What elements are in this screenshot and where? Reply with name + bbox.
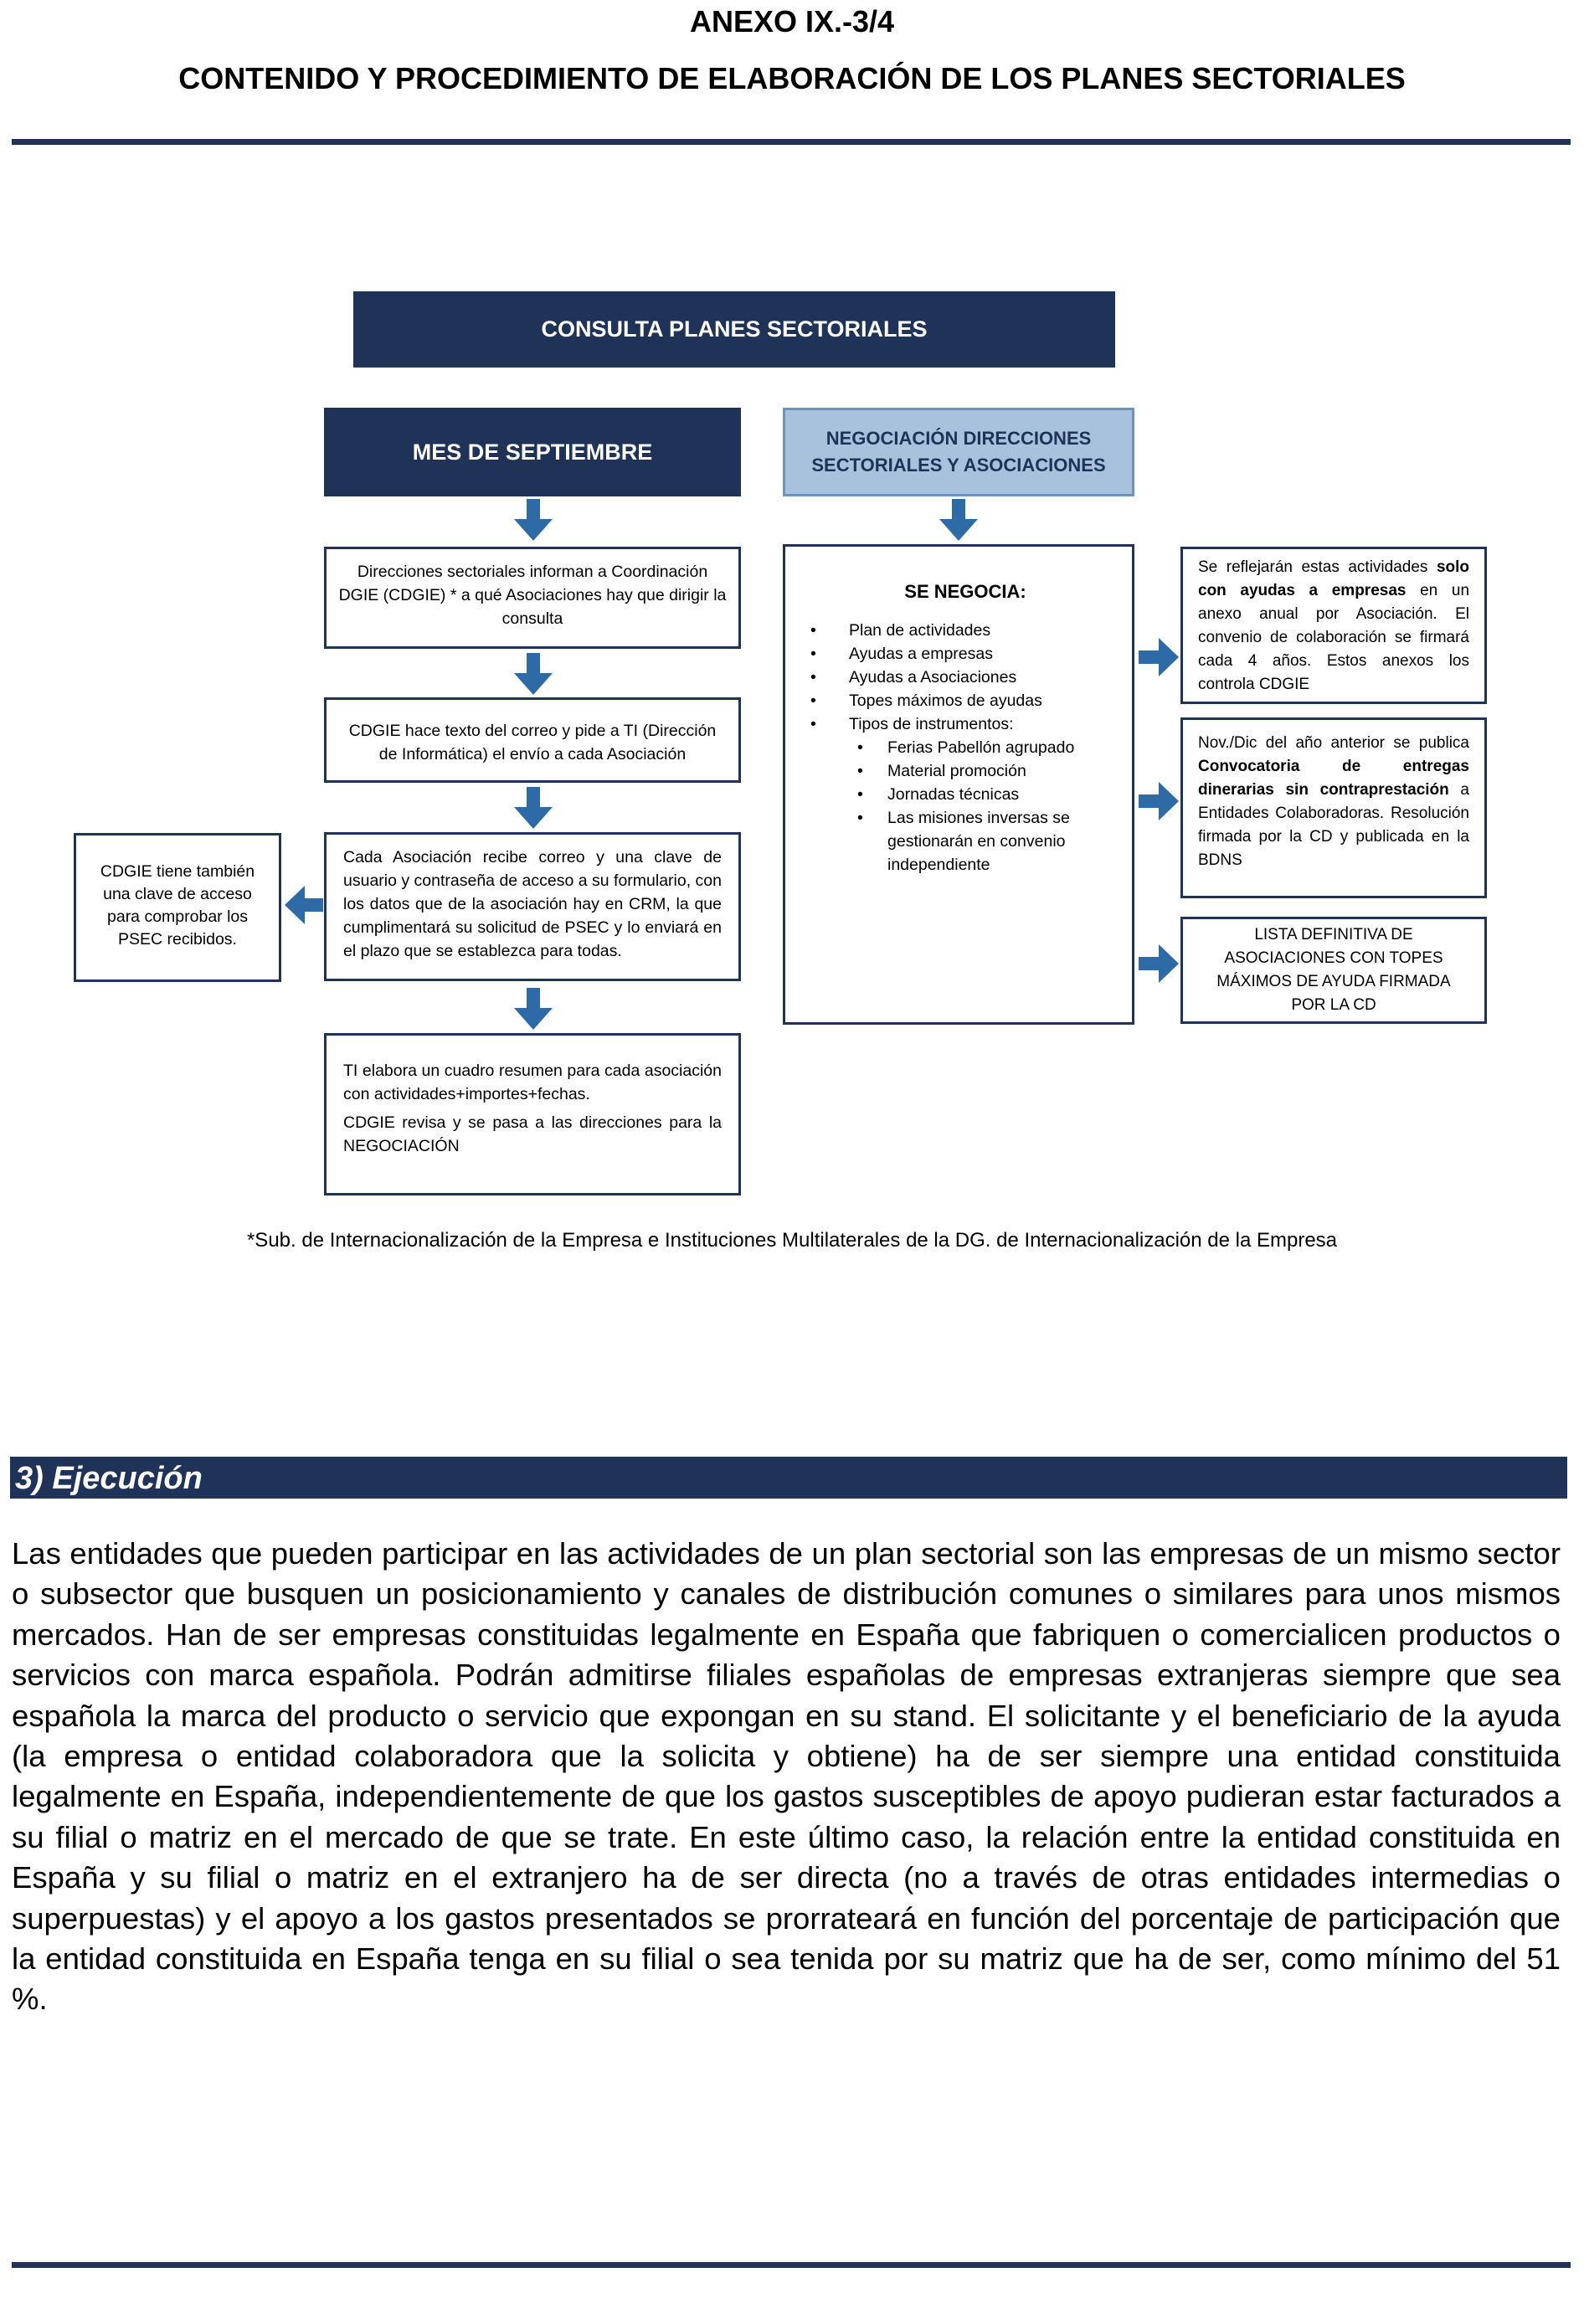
page-title: CONTENIDO Y PROCEDIMIENTO DE ELABORACIÓN DE LOS PLANES SECTORIALES [178, 61, 1406, 95]
negotiation-title: SE NEGOCIA: [904, 581, 1026, 602]
negotiation-list [810, 619, 1120, 877]
arrow-down-icon [514, 653, 553, 697]
sub-list-item: • Jornadas técnicas [810, 783, 1120, 806]
arrow-down-icon [939, 499, 978, 542]
diagram-footnote: *Sub. de Internacionalización de la Empresa e Instituciones Multilaterales de la DG. de Internacionalización de la Empresa [246, 1229, 1338, 1252]
arrow-right-icon [1139, 638, 1179, 676]
arrow-down-icon [514, 988, 553, 1031]
annex-label: ANEXO IX.-3/4 [689, 4, 895, 39]
section-heading-bar [10, 1457, 1567, 1499]
column-header-september: MES DE SEPTIEMBRE [324, 408, 741, 496]
list-item: • Tipos de instrumentos: [810, 712, 1120, 736]
list-item: • Ayudas a Asociaciones [810, 666, 1120, 689]
annex-info-box: Se reflejarán estas actividades solo con ayudas a empresas en un anexo anual por Asociación. El convenio de colaboración se firmará cada 4 años. Estos anexos los controla CDGIE [1180, 547, 1487, 704]
process-step-1: Direcciones sectoriales informan a Coordinación DGIE (CDGIE) * a qué Asociaciones hay que dirigir la consulta [324, 547, 741, 649]
list-item: • Ayudas a empresas [810, 642, 1120, 666]
arrow-down-icon [514, 499, 553, 542]
process-step-4 [324, 1033, 741, 1195]
diagram-title: CONSULTA PLANES SECTORIALES [353, 291, 1115, 368]
convocatoria-box: Nov./Dic del año anterior se publica Convocatoria de entregas dinerarias sin contraprestación a Entidades Colaboradoras. Resolución firmada por la CD y publicada en la BDNS [1180, 717, 1487, 898]
list-item: • Plan de actividades [810, 619, 1120, 642]
header-rule [12, 139, 1571, 145]
sub-list-item: • Las misiones inversas se gestionarán en convenio independiente [810, 806, 1120, 877]
sub-list-item: • Material promoción [810, 759, 1120, 783]
section-paragraph: Las entidades que pueden participar en las actividades de un plan sectorial son las empresas de un mismo sector o subsector que busquen un posicionamiento y canales de distribución comunes o similares para unos mismos mercados. Han de ser empresas constituidas legalmente en España que fabriquen o comercialicen productos o servicios con marca española. Podrán admitirse filiales españolas de empresas extranjeras siempre que sea española la marca del producto o servicio que expongan en su stand. El solicitante y el beneficiario de la ayuda (la empresa o entidad colaboradora que la solicita y obtiene) ha de ser siempre una entidad constituida legalmente en España, independientemente de que los gastos susceptibles de apoyo pudieran estar facturados a su filial o matriz en el mercado de que se trate. En este último caso, la relación entre la entidad constituida en España y su filial o matriz en el extranjero ha de ser directa (no a través de otras entidades intermedias o superpuestas) y el apoyo a los gastos presentados se prorrateará en función del porcentaje de participación que la entidad constituida en España tenga en su filial o sea tenida por su matriz que ha de ser, como mínimo del 51 %. [12, 1536, 1561, 2017]
process-step-3: Cada Asociación recibe correo y una clave de usuario y contraseña de acceso a su formulario, con los datos que de la asociación hay en CRM, la que cumplimentará su solicitud de PSEC y lo enviará en el plazo que se establezca para todas. [324, 832, 741, 981]
arrow-right-icon [1139, 782, 1179, 820]
negotiation-box [783, 544, 1134, 1025]
list-item: • Topes máximos de ayudas [810, 689, 1120, 712]
process-step-4-line1: TI elabora un cuadro resumen para cada asociación con actividades+importes+fechas. [343, 1062, 722, 1103]
arrow-left-icon [285, 886, 323, 924]
final-list-box: LISTA DEFINITIVA DE ASOCIACIONES CON TOPES MÁXIMOS DE AYUDA FIRMADA POR LA CD [1180, 917, 1487, 1024]
side-note-box: CDGIE tiene también una clave de acceso para comprobar los PSEC recibidos. [74, 833, 281, 982]
process-step-4-line2: CDGIE revisa y se pasa a las direcciones para la NEGOCIACIÓN [343, 1113, 722, 1155]
column-header-negotiation: NEGOCIACIÓN DIRECCIONES SECTORIALES Y ASOCIACIONES [783, 408, 1134, 496]
footer-rule [12, 2262, 1571, 2268]
process-step-2: CDGIE hace texto del correo y pide a TI (Dirección de Informática) el envío a cada Asociación [324, 697, 741, 783]
arrow-right-icon [1139, 944, 1179, 983]
section-heading: 3) Ejecución [15, 1461, 203, 1496]
arrow-down-icon [514, 787, 553, 830]
sub-list-item: • Ferias Pabellón agrupado [810, 736, 1120, 759]
